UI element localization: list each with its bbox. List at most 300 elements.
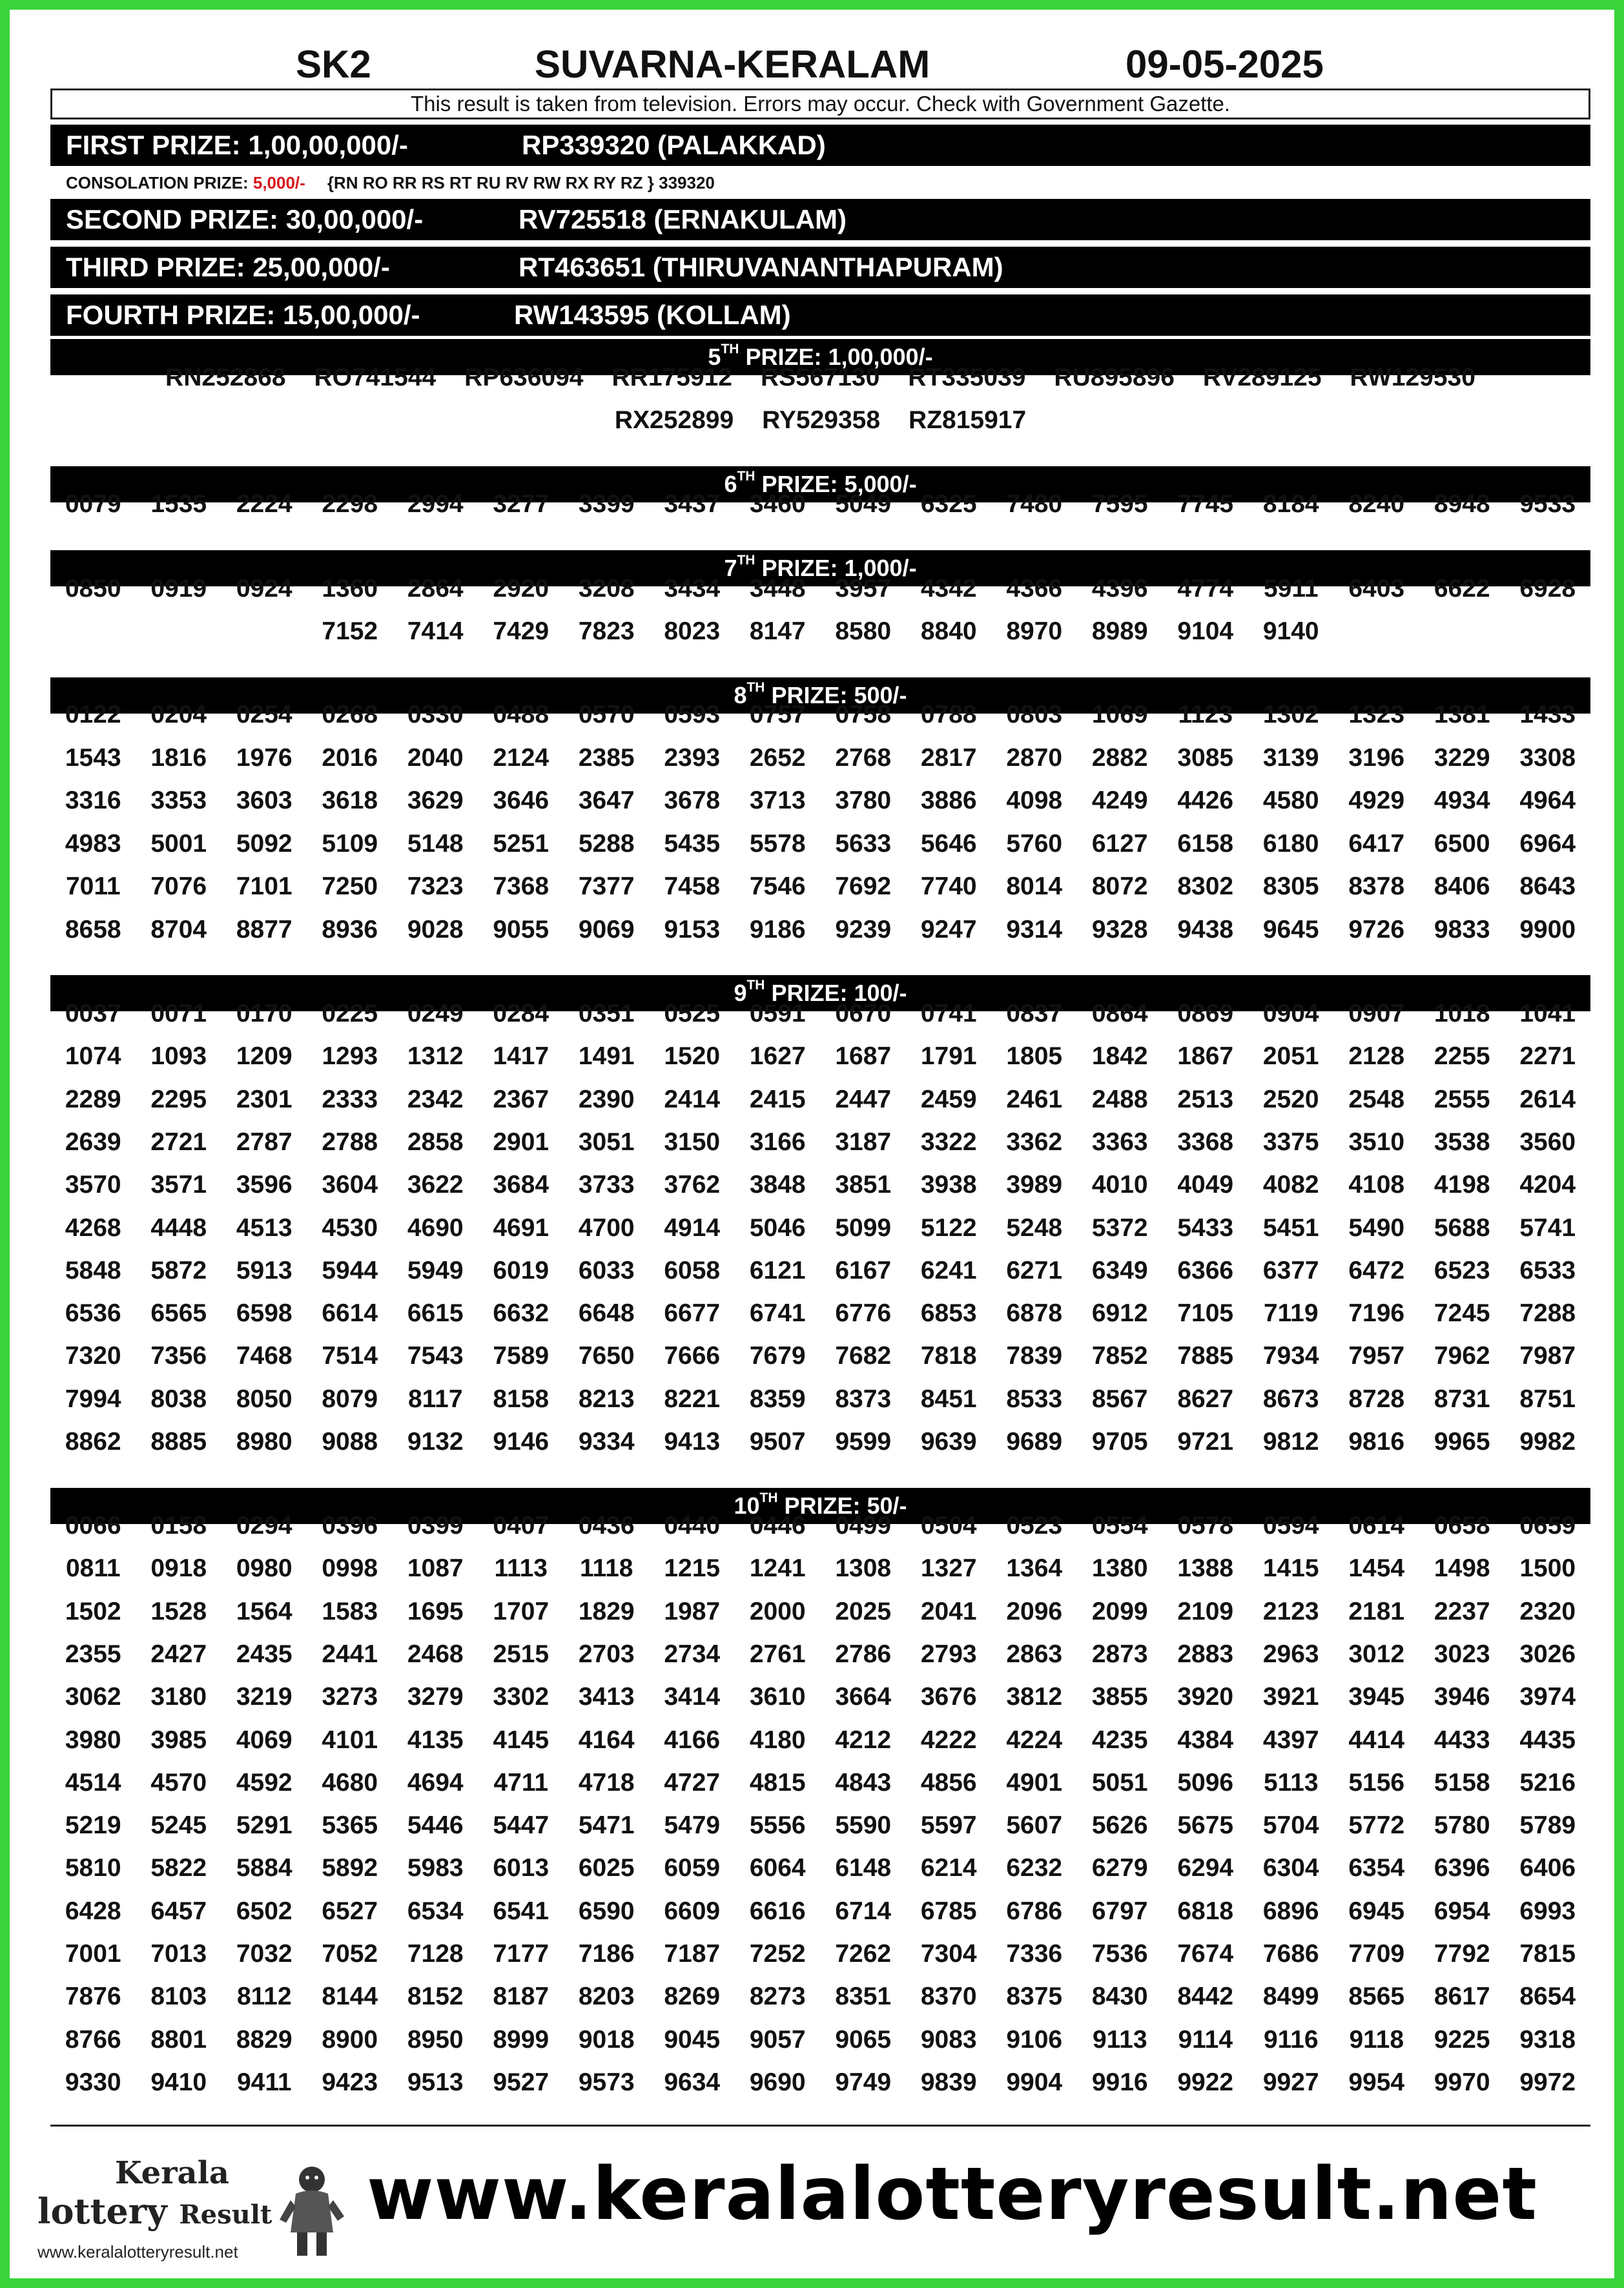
ticket-number: 4983 xyxy=(65,829,121,858)
ticket-number: 6406 xyxy=(1519,1854,1576,1882)
ticket-number: 9833 xyxy=(1434,915,1490,943)
ticket-number: 0980 xyxy=(236,1554,293,1583)
ticket-number: 3012 xyxy=(1348,1640,1405,1668)
consolation-series: {RN RO RR RS RT RU RV RW RX RY RZ } 339320 xyxy=(327,173,715,192)
ticket-number: 3664 xyxy=(835,1683,892,1711)
ticket-number: 8658 xyxy=(65,915,121,943)
ticket-number: 5099 xyxy=(835,1213,892,1242)
ticket-number: 9140 xyxy=(1262,617,1319,645)
ticket-row xyxy=(50,1847,1590,1890)
ticket-row xyxy=(50,610,1590,653)
ticket-number: 7962 xyxy=(1434,1342,1490,1370)
ticket-number: 7957 xyxy=(1348,1342,1405,1370)
ticket-number: 5848 xyxy=(65,1256,121,1284)
ticket-number: 8643 xyxy=(1519,872,1576,900)
ticket-number: 4694 xyxy=(407,1768,464,1797)
ticket-number: 8751 xyxy=(1519,1385,1576,1413)
ticket-number: 6536 xyxy=(65,1299,121,1328)
ticket-number: RT335039 xyxy=(908,364,1026,391)
ticket-number: 6622 xyxy=(1434,575,1490,603)
ticket-number: 9186 xyxy=(749,915,806,943)
ticket-number: 3023 xyxy=(1434,1640,1490,1668)
ticket-number: 2051 xyxy=(1262,1042,1319,1071)
ticket-number: 5113 xyxy=(1263,1768,1319,1797)
ticket-number: 8240 xyxy=(1348,490,1405,518)
ticket-number: 6127 xyxy=(1091,829,1148,858)
ticket-number: 6304 xyxy=(1262,1854,1319,1882)
second-prize-bar xyxy=(50,199,1590,240)
ticket-number: 7187 xyxy=(664,1940,721,1968)
ticket-number: 7288 xyxy=(1519,1299,1576,1328)
ticket-number: RV289125 xyxy=(1202,364,1322,391)
ticket-number: 3538 xyxy=(1434,1128,1490,1156)
ticket-number: 9410 xyxy=(150,2068,207,2096)
ticket-number: 4366 xyxy=(1006,575,1063,603)
ticket-row xyxy=(50,993,1590,1035)
ticket-number: 0225 xyxy=(322,1000,378,1027)
ticket-number: 3604 xyxy=(322,1171,378,1199)
ticket-number: 6377 xyxy=(1262,1256,1319,1284)
ticket-number: 9726 xyxy=(1348,915,1405,943)
ticket-number: 4049 xyxy=(1177,1171,1234,1199)
ticket-number: 7011 xyxy=(65,872,121,900)
ticket-row xyxy=(50,1547,1590,1590)
ticket-number: 7876 xyxy=(65,1983,121,2011)
ticket-number: 9423 xyxy=(322,2068,378,2096)
ticket-number: 3945 xyxy=(1348,1683,1405,1711)
ticket-number: 9954 xyxy=(1348,2068,1405,2096)
ticket-number: 5433 xyxy=(1177,1213,1234,1242)
ticket-number: 5772 xyxy=(1348,1811,1405,1840)
ticket-number: 7595 xyxy=(1091,490,1148,518)
ticket-number: 6853 xyxy=(920,1299,977,1328)
ticket-number: 9065 xyxy=(835,2025,892,2054)
ticket-number: 4108 xyxy=(1348,1171,1405,1199)
ticket-number: 0850 xyxy=(65,575,121,603)
seventh-prize-amount: PRIZE: 1,000/- xyxy=(755,555,917,581)
ticket-number: 9330 xyxy=(65,2068,121,2096)
fourth-prize-label: FOURTH PRIZE: 15,00,000/- xyxy=(66,300,420,330)
ticket-number: 2548 xyxy=(1348,1085,1405,1113)
fourth-prize-bar xyxy=(50,294,1590,336)
ticket-number: 5288 xyxy=(578,829,635,858)
ticket-number: 3989 xyxy=(1006,1171,1063,1199)
ticket-number: 0570 xyxy=(578,701,635,728)
ticket-number: 2864 xyxy=(407,575,464,603)
ticket-number: 7589 xyxy=(493,1342,550,1370)
ticket-number: 2040 xyxy=(407,743,464,772)
ticket-number: 4212 xyxy=(835,1726,892,1754)
ticket-number: 4711 xyxy=(493,1768,549,1797)
ticket-number: 3946 xyxy=(1434,1683,1490,1711)
ticket-number: 1695 xyxy=(407,1597,464,1625)
ticket-number: 7692 xyxy=(835,872,892,900)
ticket-number: 5578 xyxy=(749,829,806,858)
ticket-number: 6148 xyxy=(835,1854,892,1882)
ticket-row xyxy=(50,568,1590,610)
ticket-number: 2367 xyxy=(493,1085,550,1113)
ticket-number: 4198 xyxy=(1434,1171,1490,1199)
ticket-number: 1417 xyxy=(493,1042,550,1071)
ticket-number: 2639 xyxy=(65,1128,121,1156)
ticket-number: 0811 xyxy=(65,1554,121,1583)
ticket-number: 3413 xyxy=(578,1683,635,1711)
ticket-number: 7304 xyxy=(920,1940,977,1968)
ticket-number: 9106 xyxy=(1006,2025,1063,2054)
ticket-number: 6059 xyxy=(664,1854,721,1882)
ticket-number: 3851 xyxy=(835,1171,892,1199)
ticket-number: 4815 xyxy=(749,1768,806,1797)
ticket-row xyxy=(50,483,1590,526)
site-logo xyxy=(31,2155,367,2278)
ticket-number: 1791 xyxy=(920,1042,977,1071)
ticket-number: 7196 xyxy=(1348,1299,1405,1328)
ticket-number: 2555 xyxy=(1434,1085,1490,1113)
ticket-number: 7152 xyxy=(322,617,378,645)
ticket-number: 1564 xyxy=(236,1597,293,1625)
ticket-row xyxy=(50,1933,1590,1975)
ticket-number: 2863 xyxy=(1006,1640,1063,1668)
ticket-number: 4082 xyxy=(1262,1171,1319,1199)
ticket-number: 7666 xyxy=(664,1342,721,1370)
consolation-prize xyxy=(66,171,715,194)
ticket-number: 8213 xyxy=(578,1385,635,1413)
ticket-number: 5096 xyxy=(1177,1768,1234,1797)
ticket-row xyxy=(50,1804,1590,1847)
ticket-number: 0396 xyxy=(322,1512,378,1540)
ticket-number: 1327 xyxy=(920,1554,977,1583)
ticket-row xyxy=(50,1121,1590,1164)
ticket-number: 6677 xyxy=(664,1299,721,1328)
ticket-number: 0998 xyxy=(322,1554,378,1583)
ticket-number: 8989 xyxy=(1091,617,1148,645)
ticket-number: 8221 xyxy=(664,1385,721,1413)
ticket-number: 6993 xyxy=(1519,1897,1576,1925)
ticket-number: 2786 xyxy=(835,1640,892,1668)
ticket-number: 1627 xyxy=(749,1042,806,1071)
ticket-number: 2000 xyxy=(749,1597,806,1625)
ticket-number: 9645 xyxy=(1262,915,1319,943)
ticket-number: 5245 xyxy=(150,1811,207,1840)
ticket-number: RP636094 xyxy=(464,364,584,391)
tenth-prize-ordinal: 10 xyxy=(734,1492,760,1519)
ticket-number: 3957 xyxy=(835,575,892,603)
ticket-number: 4010 xyxy=(1091,1171,1148,1199)
ticket-number: 0758 xyxy=(835,701,892,728)
ticket-number: 2414 xyxy=(664,1085,721,1113)
ticket-number: 5780 xyxy=(1434,1811,1490,1840)
ticket-number: 7356 xyxy=(150,1342,207,1370)
ticket-number: 4396 xyxy=(1091,575,1148,603)
ticket-row xyxy=(50,1035,1590,1078)
ticket-number: 1241 xyxy=(749,1554,806,1583)
ticket-number: 3322 xyxy=(920,1128,977,1156)
ticket-number: 2513 xyxy=(1177,1085,1234,1113)
ticket-number: 9055 xyxy=(493,915,550,943)
ticket-number: 9118 xyxy=(1349,2025,1404,2054)
ticket-number: 3629 xyxy=(407,787,464,814)
ticket-number: 3353 xyxy=(150,787,207,814)
ticket-number: 8442 xyxy=(1177,1983,1234,2011)
ticket-number: 8406 xyxy=(1434,872,1490,900)
ticket-number: 2289 xyxy=(65,1085,121,1113)
ticket-number: 7686 xyxy=(1262,1940,1319,1968)
ticket-number: RW129530 xyxy=(1350,364,1475,391)
ticket-number: 5490 xyxy=(1348,1213,1405,1242)
eighth-prize-ordinal: 8 xyxy=(734,682,747,708)
ticket-number: 2124 xyxy=(493,743,550,772)
ticket-number: 5046 xyxy=(749,1213,806,1242)
ticket-number: 4098 xyxy=(1006,787,1063,814)
ticket-number: 7682 xyxy=(835,1342,892,1370)
ticket-number: 8050 xyxy=(236,1385,293,1413)
ticket-number: 4164 xyxy=(578,1726,635,1754)
ticket-number: 9533 xyxy=(1519,490,1576,518)
ticket-number: 2415 xyxy=(749,1085,806,1113)
ticket-number: 8673 xyxy=(1262,1385,1319,1413)
sixth-prize-ordinal-suffix: TH xyxy=(737,469,755,484)
ticket-number: 6294 xyxy=(1177,1854,1234,1882)
ticket-number: 9104 xyxy=(1177,617,1234,645)
ticket-number: 8567 xyxy=(1091,1385,1148,1413)
ticket-number: 8152 xyxy=(407,1983,464,2011)
ticket-number: 3886 xyxy=(920,787,977,814)
ticket-number: 8144 xyxy=(322,1983,378,2011)
ticket-number: 9839 xyxy=(920,2068,977,2096)
ticket-number: RX252899 xyxy=(614,406,734,434)
ticket-number: 3219 xyxy=(236,1683,293,1711)
ticket-number: 4592 xyxy=(236,1768,293,1797)
ticket-number: 5944 xyxy=(322,1256,378,1284)
ticket-number: 9749 xyxy=(835,2068,892,2096)
ticket-number: 3414 xyxy=(664,1683,721,1711)
ticket-number: 0788 xyxy=(920,701,977,728)
ticket-number: 1528 xyxy=(150,1597,207,1625)
ticket-number: 1583 xyxy=(322,1597,378,1625)
ticket-number: 1312 xyxy=(407,1042,464,1071)
eighth-prize-ordinal-suffix: TH xyxy=(746,680,765,695)
ticket-number: 6785 xyxy=(920,1897,977,1925)
ticket-number: 4727 xyxy=(664,1768,721,1797)
ticket-number: 9146 xyxy=(493,1428,550,1456)
ticket-number: 7480 xyxy=(1006,490,1063,518)
ticket-number: 4856 xyxy=(920,1768,977,1797)
ticket-number: 5556 xyxy=(749,1811,806,1840)
ticket-number: 9507 xyxy=(749,1428,806,1456)
ticket-number: 2488 xyxy=(1091,1085,1148,1113)
ticket-number: 3150 xyxy=(664,1128,721,1156)
ticket-number: 4135 xyxy=(407,1726,464,1754)
ticket-number: 0436 xyxy=(578,1512,635,1540)
ticket-number: 7368 xyxy=(493,872,550,900)
ticket-number: 0523 xyxy=(1006,1512,1063,1540)
ticket-number: 5447 xyxy=(493,1811,550,1840)
ticket-number: 4433 xyxy=(1434,1726,1490,1754)
ticket-row xyxy=(50,1292,1590,1335)
ticket-number: 6025 xyxy=(578,1854,635,1882)
ticket-number: 8072 xyxy=(1091,872,1148,900)
ticket-number: 2963 xyxy=(1262,1640,1319,1668)
ticket-number: 9028 xyxy=(407,915,464,943)
ticket-number: 6714 xyxy=(835,1897,892,1925)
ticket-number: 8103 xyxy=(150,1983,207,2011)
ticket-number: 9239 xyxy=(835,915,892,943)
ticket-number: 0330 xyxy=(407,701,464,728)
ticket-number: 8936 xyxy=(322,915,378,943)
ticket-number: 2768 xyxy=(835,743,892,772)
ticket-number: 8885 xyxy=(150,1428,207,1456)
ticket-number: 6964 xyxy=(1519,829,1576,858)
ticket-number: 1454 xyxy=(1348,1554,1405,1583)
site-url[interactable]: www.keralalotteryresult.net xyxy=(367,2152,1537,2236)
ticket-number: 5365 xyxy=(322,1811,378,1840)
ticket-row xyxy=(50,1719,1590,1762)
ticket-number: 5219 xyxy=(65,1811,121,1840)
ticket-number: 3051 xyxy=(578,1128,635,1156)
ticket-number: 6945 xyxy=(1348,1897,1405,1925)
ticket-number: 3399 xyxy=(578,490,635,518)
ticket-number: 0614 xyxy=(1348,1512,1405,1540)
ninth-prize-ordinal-suffix: TH xyxy=(746,978,765,993)
ticket-number: 7650 xyxy=(578,1342,635,1370)
second-prize-ticket: RV725518 (ERNAKULAM) xyxy=(519,204,847,234)
ticket-row xyxy=(50,909,1590,951)
ticket-number: 5884 xyxy=(236,1854,293,1882)
ticket-number: 2109 xyxy=(1177,1597,1234,1625)
ticket-row xyxy=(50,694,1590,736)
ticket-number: 5471 xyxy=(578,1811,635,1840)
ticket-number: 1433 xyxy=(1519,701,1576,728)
ticket-number: 6158 xyxy=(1177,829,1234,858)
ticket-number: RS567130 xyxy=(760,364,880,391)
ticket-number: 9314 xyxy=(1006,915,1063,943)
ticket-number: 9639 xyxy=(920,1428,977,1456)
ticket-number: 9057 xyxy=(749,2025,806,2054)
ticket-number: 6615 xyxy=(407,1299,464,1328)
ticket-number: 7101 xyxy=(236,872,293,900)
ticket-number: 3762 xyxy=(664,1171,721,1199)
ticket-number: 4914 xyxy=(664,1213,721,1242)
ticket-number: 6033 xyxy=(578,1256,635,1284)
ticket-number: 1535 xyxy=(150,490,207,518)
ticket-number: 4414 xyxy=(1348,1726,1405,1754)
ticket-number: 8187 xyxy=(493,1983,550,2011)
first-prize-bar xyxy=(50,125,1590,166)
ticket-number: 1308 xyxy=(835,1554,892,1583)
ticket-number: RZ815917 xyxy=(909,406,1027,434)
ticket-number: 2298 xyxy=(322,490,378,518)
ticket-number: 7105 xyxy=(1177,1299,1234,1328)
ticket-number: 1209 xyxy=(236,1042,293,1071)
ticket-number: 9982 xyxy=(1519,1428,1576,1456)
ticket-number: 2994 xyxy=(407,490,464,518)
ticket-number: 3647 xyxy=(578,787,635,814)
ticket-row xyxy=(50,1505,1590,1547)
ticket-number: 8950 xyxy=(407,2025,464,2054)
ticket-number: RN252868 xyxy=(165,364,286,391)
ticket-number: 6527 xyxy=(322,1897,378,1925)
ticket-number: 2435 xyxy=(236,1640,293,1668)
ticket-number: 6502 xyxy=(236,1897,293,1925)
ticket-number: 5913 xyxy=(236,1256,293,1284)
ticket-number: 5704 xyxy=(1262,1811,1319,1840)
ticket-number: 2614 xyxy=(1519,1085,1576,1113)
ticket-number: 1976 xyxy=(236,743,293,772)
ticket-number: 8375 xyxy=(1006,1983,1063,2011)
ticket-number: 8704 xyxy=(150,915,207,943)
ticket-number: 6214 xyxy=(920,1854,977,1882)
ticket-number: 8877 xyxy=(236,915,293,943)
ticket-number: 8900 xyxy=(322,2025,378,2054)
ticket-number: 8351 xyxy=(835,1983,892,2011)
ticket-number: 2016 xyxy=(322,743,378,772)
ticket-number: 9334 xyxy=(578,1428,635,1456)
third-prize-bar xyxy=(50,247,1590,288)
ticket-number: 3676 xyxy=(920,1683,977,1711)
ticket-number: 5607 xyxy=(1006,1811,1063,1840)
ticket-number: 0066 xyxy=(65,1512,121,1540)
ticket-number: 4718 xyxy=(578,1768,635,1797)
fifth-prize-amount: PRIZE: 1,00,000/- xyxy=(739,344,933,370)
ticket-number: 1502 xyxy=(65,1597,121,1625)
ticket-number: 2873 xyxy=(1091,1640,1148,1668)
eighth-prize-amount: PRIZE: 500/- xyxy=(765,682,907,708)
ticket-number: 3678 xyxy=(664,787,721,814)
ticket-number: 7119 xyxy=(1263,1299,1319,1328)
ticket-number: 4774 xyxy=(1177,575,1234,603)
ticket-number: 4964 xyxy=(1519,787,1576,814)
ticket-number: 5479 xyxy=(664,1811,721,1840)
ticket-number: 6403 xyxy=(1348,575,1405,603)
ticket-number: 6472 xyxy=(1348,1256,1405,1284)
ticket-row xyxy=(50,2019,1590,2061)
ticket-number: 7377 xyxy=(578,872,635,900)
logo-result-word: Result xyxy=(179,2200,272,2230)
ticket-number: 2520 xyxy=(1262,1085,1319,1113)
ticket-number: 7001 xyxy=(65,1940,121,1968)
ticket-number: 2793 xyxy=(920,1640,977,1668)
ticket-number: 7076 xyxy=(150,872,207,900)
ticket-number: 9247 xyxy=(920,915,977,943)
ticket-number: 5092 xyxy=(236,829,293,858)
seventh-prize-ordinal: 7 xyxy=(724,555,737,581)
ticket-number: 8862 xyxy=(65,1428,121,1456)
ticket-number: 5741 xyxy=(1519,1213,1576,1242)
ticket-number: 0499 xyxy=(835,1512,892,1540)
ticket-number: 6632 xyxy=(493,1299,550,1328)
ticket-number: 1816 xyxy=(150,743,207,772)
ticket-number: 9114 xyxy=(1178,2025,1233,2054)
ticket-number: 9970 xyxy=(1434,2068,1490,2096)
ticket-number: 4166 xyxy=(664,1726,721,1754)
ticket-number: 8451 xyxy=(920,1385,977,1413)
ticket-number: 7514 xyxy=(322,1342,378,1370)
ticket-number: 8430 xyxy=(1091,1983,1148,2011)
ticket-number: 5760 xyxy=(1006,829,1063,858)
ticket-number: 9438 xyxy=(1177,915,1234,943)
ticket-number: 1093 xyxy=(150,1042,207,1071)
ticket-number: 7885 xyxy=(1177,1342,1234,1370)
ticket-number: 2447 xyxy=(835,1085,892,1113)
ticket-number: 5646 xyxy=(920,829,977,858)
ticket-number: 8269 xyxy=(664,1983,721,2011)
ticket-number: 1805 xyxy=(1006,1042,1063,1071)
ticket-number: 3920 xyxy=(1177,1683,1234,1711)
ticket-number: 6797 xyxy=(1091,1897,1148,1925)
ticket-number: 2320 xyxy=(1519,1597,1576,1625)
ticket-number: 6366 xyxy=(1177,1256,1234,1284)
ticket-number: 1500 xyxy=(1519,1554,1576,1583)
